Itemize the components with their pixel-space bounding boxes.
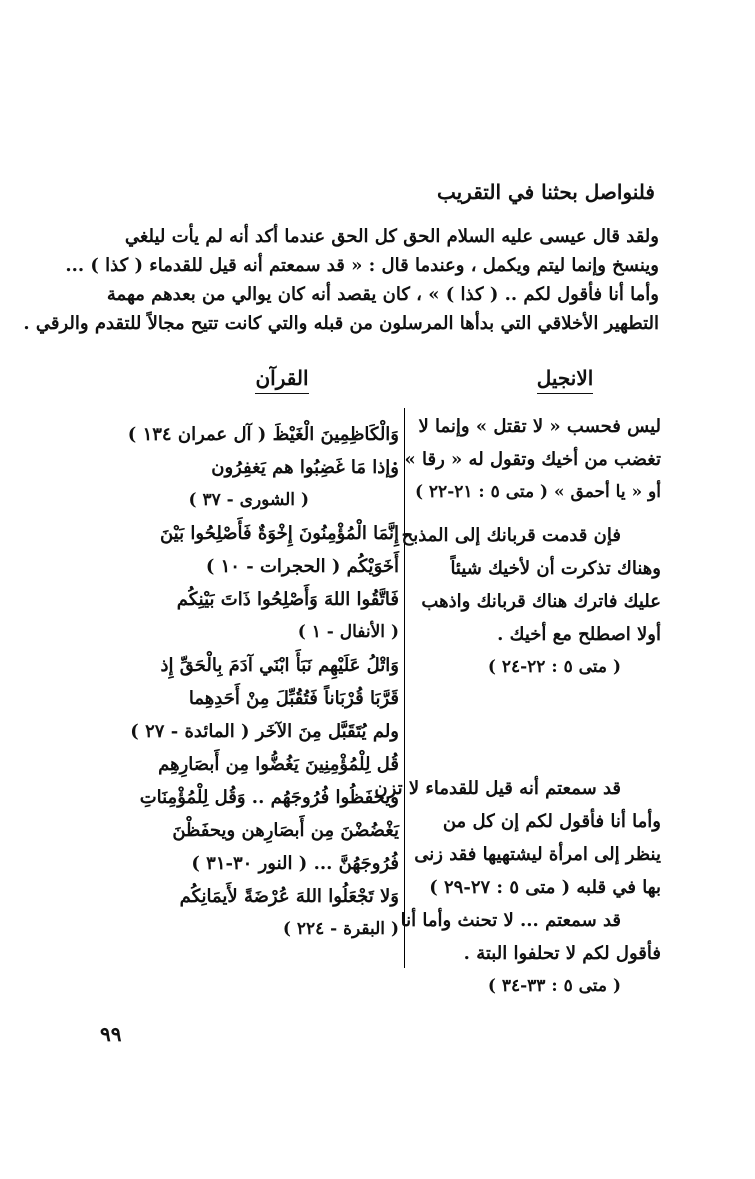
intro-paragraph <box>23 222 659 338</box>
quran-line: فُرُوجَهُنَّ ... ( النور ٣٠-٣١ ) <box>191 853 399 874</box>
injil-reference: أو « يا أحمق » ( متى ٥ : ٢١-٢٢ ) <box>414 482 661 502</box>
quran-reference: ( الشورى - ٣٧ ) <box>188 490 309 510</box>
quran-column-heading <box>212 366 352 390</box>
quran-line: وإذا مَا غَضِبُوا هم يَغفِرُون <box>211 457 399 478</box>
quran-heading-text: القرآن <box>255 366 308 394</box>
injil-line: وأما أنا فأقول لكم إن كل من <box>442 811 661 832</box>
injil-line: فإن قدمت قربانك إلى المذبح <box>401 525 621 546</box>
section-title: فلنواصل بحثنا في التقريب <box>436 180 655 204</box>
injil-line: تغضب من أخيك وتقول له « رقا » . <box>391 449 661 470</box>
intro-line: ولقد قال عيسى عليه السلام الحق كل الحق عندما أكد أنه لم يأت ليلغي <box>124 226 659 247</box>
quran-line: قَرَّبَا قُرْبَاناً فَتُقُبِّلَ مِنْ أَحَدِهِما <box>188 688 399 709</box>
quran-line: ولم يُتَقَبَّل مِنَ الآخَر ( المائدة - ٢٧ ) <box>130 721 399 742</box>
quran-line: وَلا تَجْعَلُوا اللهَ عُرْضَةً لأَيمَانِكُم <box>179 886 399 907</box>
quran-reference: ( الأنفال - ١ ) <box>297 622 399 642</box>
intro-line: التطهير الأخلاقي التي بدأها المرسلون من قبله والتي كانت تتيح مجالاً للتقدم والرقي . <box>23 313 659 334</box>
quran-line: إِنَّمَا الْمُؤْمِنُونَ إِخْوَةٌ فَأَصْلِحُوا بَيْنَ <box>159 523 399 544</box>
quran-line: ويحفَظُوا فُرُوجَهُم .. وَقُل لِلْمُؤْمِنَاتِ <box>139 787 399 808</box>
injil-heading-text: الانجيل <box>537 366 594 394</box>
injil-line: أولا اصطلح مع أخيك . <box>497 624 661 645</box>
page-number: ٩٩ <box>100 1022 122 1046</box>
injil-reference: ( متى ٥ : ٣٣-٣٤ ) <box>487 976 621 996</box>
injil-line: بها في قلبه ( متى ٥ : ٢٧-٢٩ ) <box>429 877 661 898</box>
quran-line: فَاتَّقُوا اللهَ وَأَصْلِحُوا ذَاتَ بَيْنِكُم <box>176 589 399 610</box>
intro-line: وينسخ وإنما ليتم ويكمل ، وعندما قال : « قد سمعتم أنه قيل للقدماء ( كذا ) ... <box>65 255 659 276</box>
injil-line: ليس فحسب « لا تقتل » وإنما لا <box>418 416 661 437</box>
injil-column-heading <box>495 366 635 390</box>
quran-line: وَاتْلُ عَلَيْهِم نَبَأَ ابْنَي آدَمَ بِالْحَقِّ إِذ <box>160 655 399 676</box>
intro-line: وأما أنا فأقول لكم .. ( كذا ) » ، كان يقصد أنه كان يوالي من بعدهم مهمة <box>106 284 659 305</box>
injil-line: فأقول لكم لا تحلفوا البتة . <box>463 943 661 964</box>
quran-reference: ( البقرة - ٢٢٤ ) <box>282 919 399 939</box>
injil-line: قد سمعتم أنه قيل للقدماء لا تزن <box>374 778 621 799</box>
injil-line: عليك فاترك هناك قربانك واذهب <box>421 591 661 612</box>
quran-line: وَالْكَاظِمِينَ الْغَيْظَ ( آل عمران ١٣٤ ) <box>127 424 399 445</box>
quran-column <box>39 418 399 946</box>
injil-line: وهناك تذكرت أن لأخيك شيئاً <box>450 558 661 579</box>
injil-line: قد سمعتم ... لا تحنث وأما أنا <box>400 910 621 931</box>
injil-reference: ( متى ٥ : ٢٢-٢٤ ) <box>487 657 621 677</box>
quran-line: أَخَوَيْكُم ( الحجرات - ١٠ ) <box>205 556 399 577</box>
quran-line: قُل لِلْمُؤْمِنِينَ يَغُضُّوا مِن أَبصَارِهِم <box>158 754 399 775</box>
quran-line: يَغْضُضْنَ مِن أَبصَارِهن ويحفَظْنَ <box>172 820 399 841</box>
injil-line: ينظر إلى امرأة ليشتهيها فقد زنى <box>414 844 661 865</box>
